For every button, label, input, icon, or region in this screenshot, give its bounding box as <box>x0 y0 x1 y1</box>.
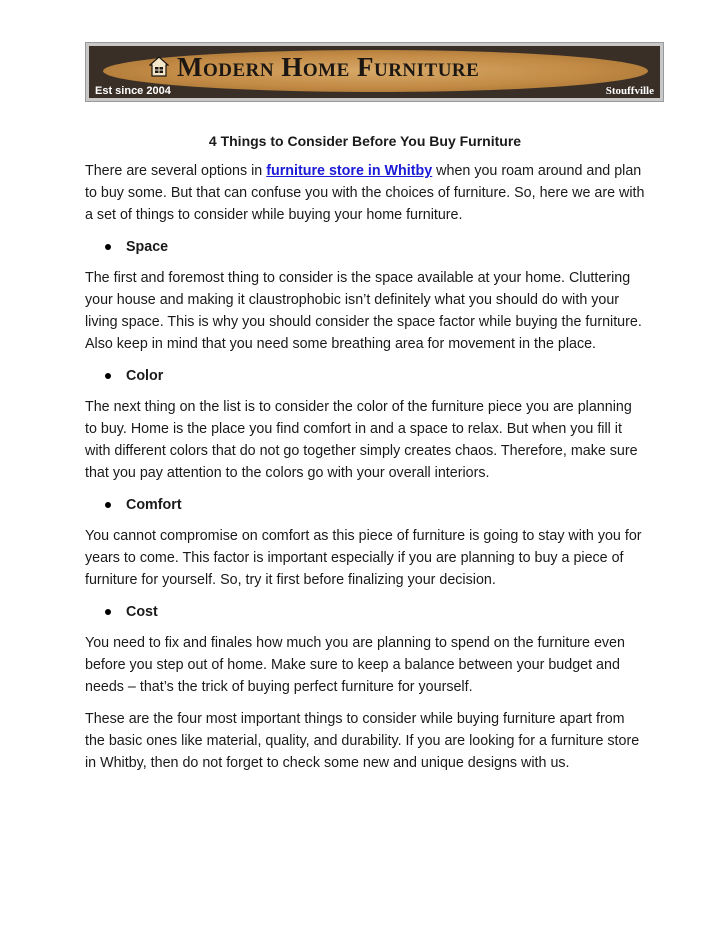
established-label: Est since 2004 <box>95 85 171 97</box>
bullet-heading: Cost <box>126 604 158 620</box>
section-paragraph-comfort: You cannot compromise on comfort as this piece of furniture is going to stay with you for years to come. This factor is important especially if you are planning to buy a piece of furniture for yourself. So, try it first before finalizing your decision. <box>85 528 642 588</box>
store-banner <box>85 42 664 102</box>
intro-text-before: There are several options in <box>85 163 267 179</box>
bullet-dot-icon <box>105 244 111 250</box>
page-title: 4 Things to Consider Before You Buy Furniture <box>208 133 522 149</box>
bullet-color <box>85 365 645 387</box>
bullet-dot-icon <box>105 502 111 508</box>
bullet-space <box>85 236 645 258</box>
intro-paragraph <box>85 160 645 226</box>
bullet-dot-icon <box>105 609 111 615</box>
store-name: Modern Home Furniture <box>177 52 480 82</box>
intro-text-after: when you roam around and plan to buy some. But that can confuse you with the choices of furniture. So, here we are with a set of things to consider while buying your home furniture. <box>85 163 645 223</box>
banner-frame <box>89 46 660 98</box>
bullet-heading: Comfort <box>126 497 182 513</box>
house-icon <box>149 56 169 78</box>
bullet-heading: Color <box>126 368 164 384</box>
section-paragraph-cost: You need to fix and finales how much you are planning to spend on the furniture even before you step out of home. Make sure to keep a balance between your budget and needs – that’s the trick of buying perfect furniture for yourself. <box>85 635 625 695</box>
location-label: Stouffville <box>605 85 654 97</box>
section-paragraph-space: The first and foremost thing to consider is the space available at your home. Cluttering your house and making it claustrophobic isn’t definitely what you should do with your living space. This is why you should consider the space factor while buying the furniture. Also keep in mind that you need some breathing area for movement in the place. <box>85 270 642 352</box>
conclusion-paragraph: These are the four most important things to consider while buying furniture apart from the basic ones like material, quality, and durability. If you are looking for a furniture store in Whitby, then do not forget to check some new and unique designs with us. <box>85 711 640 771</box>
bullet-cost <box>85 601 645 623</box>
article-body <box>85 130 645 784</box>
furniture-store-link[interactable]: furniture store in Whitby <box>266 163 433 179</box>
bullet-heading: Space <box>126 239 169 255</box>
bullet-comfort <box>85 494 645 516</box>
section-paragraph-color: The next thing on the list is to consider the color of the furniture piece you are planning to buy. Home is the place you find comfort in and a space to relax. But when you fill it with different colors that do not go together simply creates chaos. Therefore, make sure that you pay attention to the colors go with your overall interiors. <box>85 399 638 481</box>
bullet-dot-icon <box>105 373 111 379</box>
